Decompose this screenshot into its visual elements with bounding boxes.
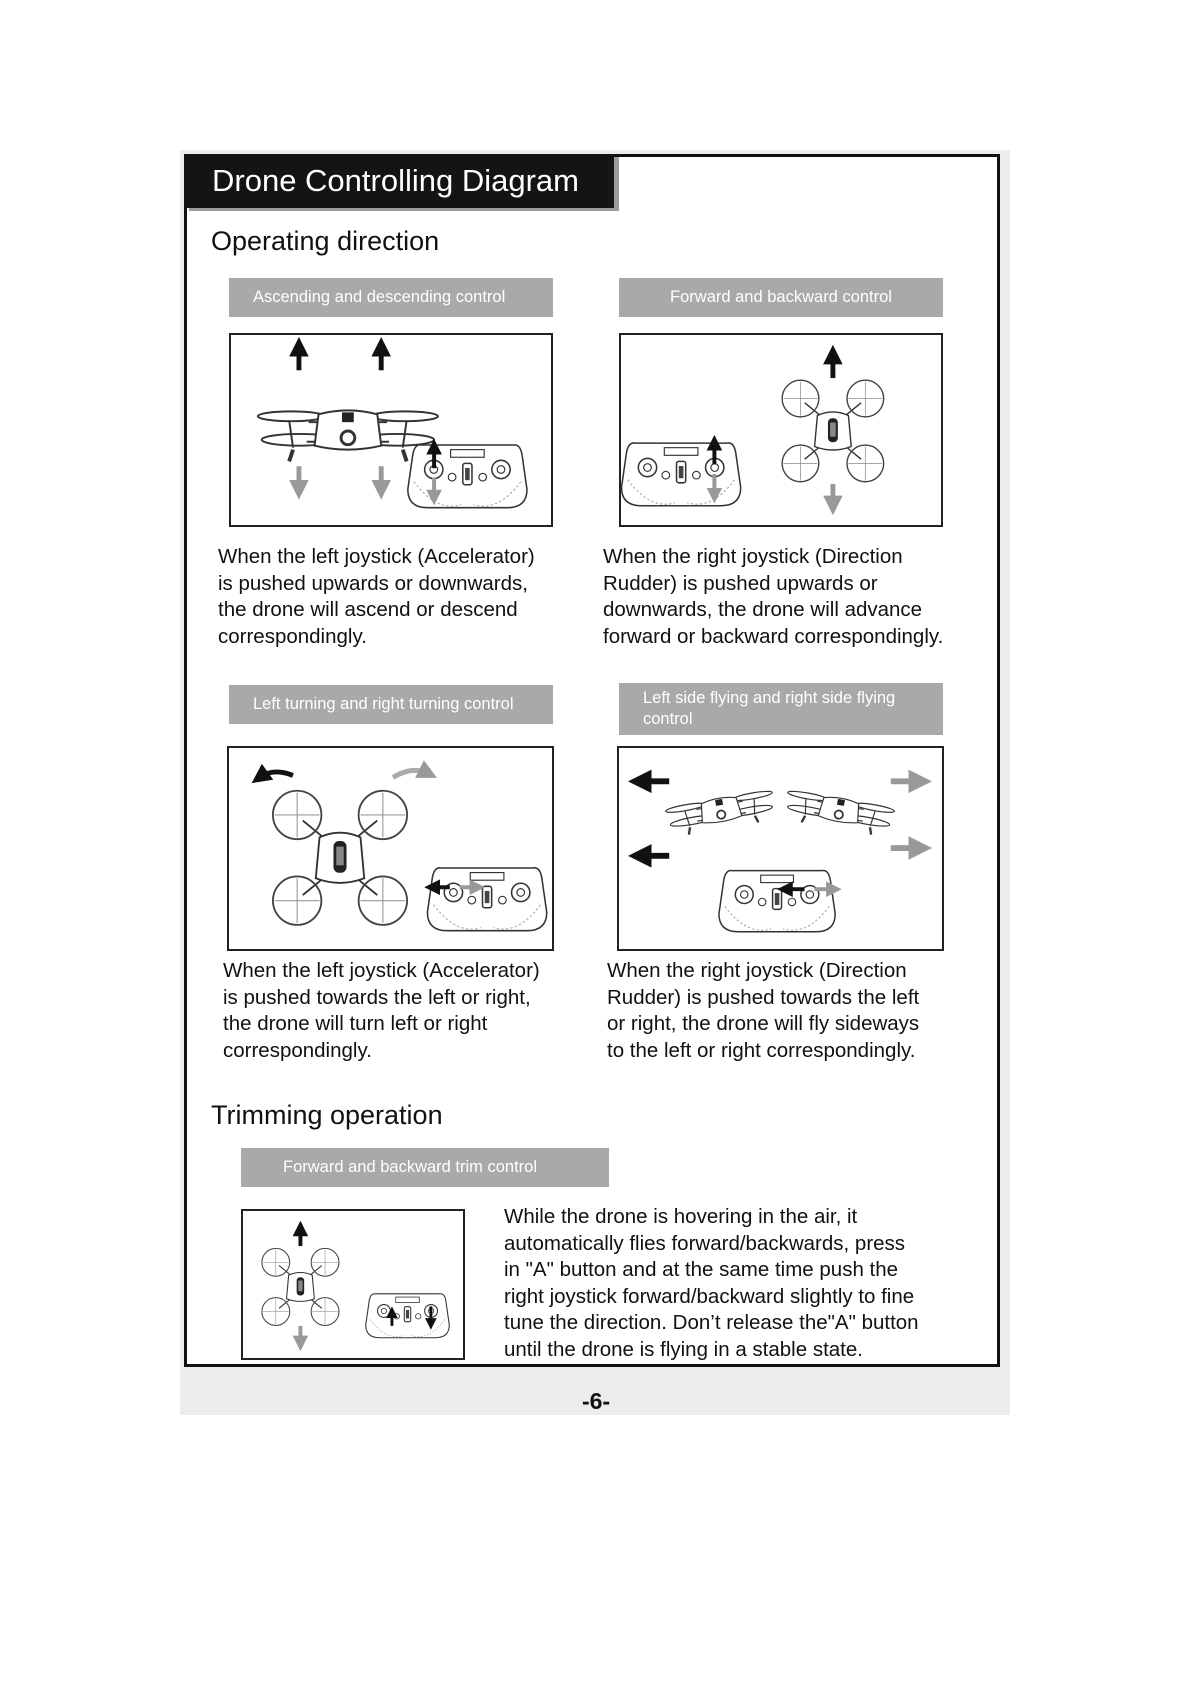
drone-side-icon xyxy=(258,410,438,461)
drone-top-icon xyxy=(273,791,407,925)
turn-left-arrow-icon xyxy=(260,772,293,777)
forward-description: When the right joystick (Direction Rudder) is pushed upwards or downwards, the drone will advance forward or backward correspondingly. xyxy=(603,545,944,648)
turn-diagram xyxy=(227,746,554,951)
side-description: When the right joystick (Direction Rudder) is pushed towards the left or right, the drone will fly sideways to the left or right correspondingly. xyxy=(607,959,920,1062)
turn-description: When the left joystick (Accelerator) is pushed towards the left or right, the drone will turn left or right correspondingly. xyxy=(223,959,540,1062)
ascend-illustration xyxy=(231,335,551,525)
drone-top-icon xyxy=(262,1248,339,1325)
remote-controller-icon xyxy=(622,443,741,506)
trim-diagram xyxy=(241,1209,465,1360)
ascend-diagram xyxy=(229,333,553,527)
drone-side-icon xyxy=(665,789,777,838)
trim-control-label: Forward and backward trim control xyxy=(241,1148,609,1187)
operating-direction-heading: Operating direction xyxy=(211,226,440,256)
turn-illustration xyxy=(229,748,552,949)
page-title: Drone Controlling Diagram xyxy=(184,154,614,208)
remote-controller-icon xyxy=(719,871,835,932)
forward-diagram xyxy=(619,333,943,527)
remote-controller-icon xyxy=(366,1294,450,1338)
ascend-control-label: Ascending and descending control xyxy=(229,278,553,317)
turn-right-arrow-icon xyxy=(393,770,428,777)
remote-controller-icon xyxy=(427,868,546,931)
trim-description: While the drone is hovering in the air, it automatically flies forward/backwards, press in "A" button and at the same time push the right joystick forward/backward slightly to fine tune the direction. Don’t release the"A" button until the drone is flying in a stable state. xyxy=(504,1205,919,1361)
drone-top-icon xyxy=(782,380,884,482)
side-diagram xyxy=(617,746,944,951)
page-number: -6- xyxy=(581,1388,611,1414)
remote-controller-icon xyxy=(408,445,527,508)
drone-side-icon xyxy=(783,789,895,838)
side-control-label: Left side flying and right side flying control xyxy=(619,683,943,735)
forward-control-label: Forward and backward control xyxy=(619,278,943,317)
turn-control-label: Left turning and right turning control xyxy=(229,685,553,724)
trimming-operation-heading: Trimming operation xyxy=(211,1100,443,1130)
forward-illustration xyxy=(621,335,941,525)
trim-illustration xyxy=(243,1211,463,1358)
side-illustration xyxy=(619,748,942,949)
ascend-description: When the left joystick (Accelerator) is pushed upwards or downwards, the drone will ascend or descend correspondingly. xyxy=(218,545,535,648)
